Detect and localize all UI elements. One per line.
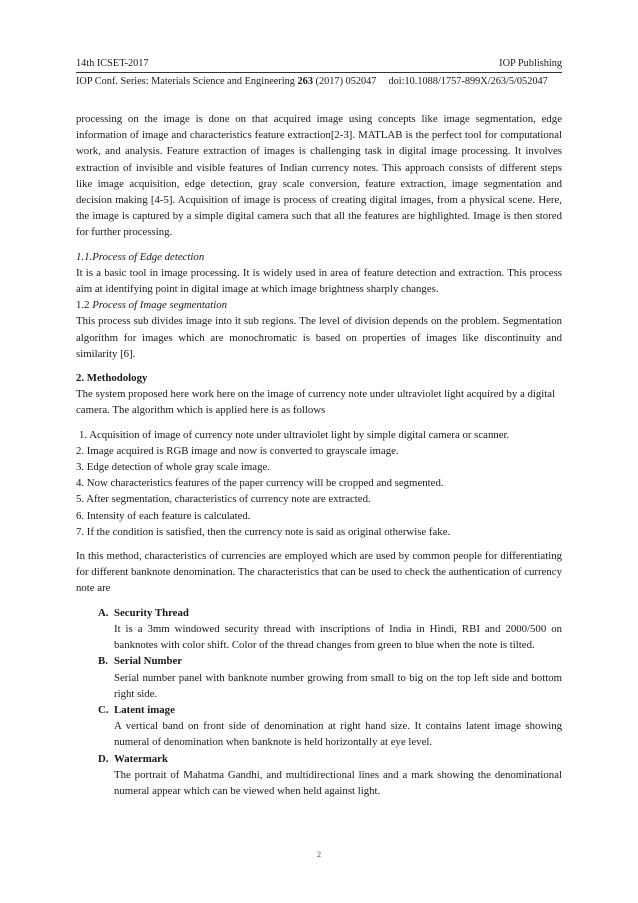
conference-name: 14th ICSET-2017	[76, 58, 149, 69]
feature-text: A vertical band on front side of denomination at right hand size. It contains latent image showing numeral of denomination when banknote is held horizontally at eye level.	[114, 720, 562, 749]
characteristics-paragraph: In this method, characteristics of currencies are employed which are used by common people for differentiating for different banknote denomination. The characteristics that can be used to check the authentication of currency note are	[76, 550, 562, 595]
algorithm-step: 5. After segmentation, characteristics of currency note are extracted.	[76, 493, 371, 506]
feature-letter: A.	[98, 606, 109, 619]
series-line	[76, 76, 562, 88]
edge-detection-heading: 1.1.Process of Edge detection	[76, 250, 205, 263]
feature-text: It is a 3mm windowed security thread with inscriptions of India in Hindi, RBI and 2000/500 on banknotes with color shift. Color of the thread changes from green to blue when the note is tilted.	[114, 622, 562, 652]
algorithm-step: 7. If the condition is satisfied, then the currency note is said as original otherwise fake.	[76, 525, 451, 538]
methodology-intro: The system proposed here work here on the image of currency note under ultraviolet light acquired by a digital camera. The algorithm which is applied here is as follows	[76, 388, 556, 417]
feature-text: The portrait of Mahatma Gandhi, and multidirectional lines and a mark showing the denominational numeral appear which can be viewed when held against light.	[114, 768, 562, 797]
methodology-heading: 2. Methodology	[76, 372, 148, 385]
feature-title: Latent image	[114, 703, 175, 716]
series-volume: 263	[297, 76, 313, 87]
algorithm-step: 2. Image acquired is RGB image and now is converted to grayscale image.	[76, 444, 399, 457]
feature-letter: B.	[98, 655, 108, 668]
algorithm-step: 3. Edge detection of whole gray scale image.	[76, 461, 270, 474]
feature-item	[98, 702, 562, 751]
feature-list	[98, 605, 562, 799]
segmentation-heading	[76, 297, 562, 313]
series-suffix: (2017) 052047	[312, 76, 377, 87]
feature-letter: C.	[98, 703, 109, 716]
series-citation	[76, 76, 376, 88]
edge-detection-text: It is a basic tool in image processing. It is widely used in area of feature detection and extraction. This process aim at identifying point in digital image at which image brightness sharply changes.	[76, 266, 562, 296]
algorithm-steps	[76, 427, 562, 540]
feature-text: Serial number panel with banknote number growing from small to big on the top left side and bottom right side.	[114, 671, 562, 700]
page-number: 2	[316, 849, 322, 859]
header-rule	[76, 72, 562, 73]
algorithm-step: 1. Acquisition of image of currency note under ultraviolet light by simple digital camera or scanner.	[79, 428, 510, 441]
feature-item	[98, 605, 562, 654]
segmentation-title: Process of Image segmentation	[92, 299, 228, 312]
feature-letter: D.	[98, 752, 109, 765]
segmentation-number: 1.2	[76, 299, 93, 312]
feature-title: Security Thread	[114, 606, 189, 619]
running-header	[76, 58, 562, 70]
feature-title: Watermark	[114, 752, 168, 765]
feature-item	[98, 653, 562, 702]
intro-paragraph: processing on the image is done on that acquired image using concepts like image segmentation, edge information of image and characteristics feature extraction[2-3]. MATLAB is the perfect tool for computational work, and analysis. Feature extraction of images is challenging task in digital image processing. It involves extraction of invisible and visible features of Indian currency notes. This approach consists of different steps like image acquisition, edge detection, gray scale conversion, feature extraction, image segmentation and decision making [4-5]. Acquisition of image is process of creating digital images, from a physical scene. Here, the image is captured by a simple digital camera such that all the features are highlighted. Image is then stored for further processing.	[76, 113, 562, 239]
feature-item	[98, 751, 562, 800]
algorithm-step: 6. Intensity of each feature is calculated.	[76, 509, 251, 522]
segmentation-text: This process sub divides image into it sub regions. The level of division depends on the problem. Segmentation algorithm for images which are monochromatic is based on properties of images like discontinuity and similarity [6].	[76, 315, 562, 360]
algorithm-step: 4. Now characteristics features of the paper currency will be cropped and segmented.	[76, 477, 444, 490]
feature-title: Serial Number	[114, 655, 183, 668]
body-text	[76, 111, 562, 799]
doi-link[interactable]: doi:10.1088/1757-899X/263/5/052047	[388, 76, 548, 87]
publisher-name: IOP Publishing	[499, 58, 562, 69]
series-prefix: IOP Conf. Series: Materials Science and Engineering	[76, 76, 298, 87]
